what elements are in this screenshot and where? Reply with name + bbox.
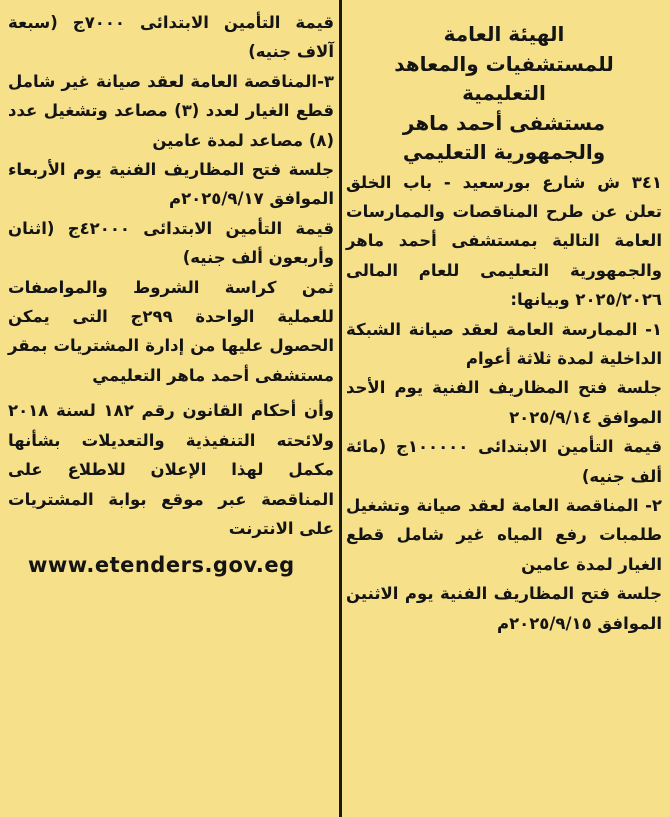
item-1-description: ١- الممارسة العامة لعقد صيانة الشبكة الداخلية لمدة ثلاثة أعوام <box>346 319 662 368</box>
item-1-session: جلسة فتح المظاريف الفنية يوم الأحد الموافق ٢٠٢٥/٩/١٤ <box>346 378 662 427</box>
title-line-4: مستشفى أحمد ماهر <box>402 110 606 135</box>
left-body <box>8 8 334 543</box>
website-link[interactable]: www.etenders.gov.eg <box>28 553 295 578</box>
item-3-insurance: قيمة التأمين الابتدائى ٤٢٠٠٠ج (اثنان وأربعون ألف جنيه) <box>8 218 335 268</box>
ad-title <box>346 20 662 168</box>
left-column <box>8 6 334 817</box>
column-divider <box>339 0 342 817</box>
item-2-description: ٢- المناقصة العامة لعقد صيانة وتشغيل طلمبات رفع المياه غير شامل قطع الغيار لمدة عامين <box>346 495 662 574</box>
intro-paragraph: ٣٤١ ش شارع بورسعيد - باب الخلق تعلن عن طرح المناقصات والممارسات العامة التالية بمستشفى أحمد ماهر والجمهورية التعليمى للعام المالى ٢٠٢٥/٢٠٢٦ وبيانها: <box>346 172 662 310</box>
item-3-session: جلسة فتح المظاريف الفنية يوم الأربعاء الموافق ٢٠٢٥/٩/١٧م <box>8 160 334 209</box>
right-column <box>346 6 662 817</box>
title-line-1: الهيئة العامة <box>443 22 565 46</box>
item-2-session: جلسة فتح المظاريف الفنية يوم الاثنين الموافق ٢٠٢٥/٩/١٥م <box>346 584 662 633</box>
title-line-3: التعليمية <box>462 81 546 105</box>
item-1-insurance: قيمة التأمين الابتدائى ١٠٠٠٠٠ج (مائة ألف جنيه) <box>346 437 662 486</box>
item-3-description: ٣-المناقصة العامة لعقد صيانة غير شامل قطع الغيار لعدد (٣) مصاعد وتشغيل عدد (٨) مصاعد لمدة عامين <box>8 71 334 150</box>
title-line-2: للمستشفيات والمعاهد <box>394 51 614 76</box>
item-2-insurance: قيمة التأمين الابتدائى ٧٠٠٠ج (سبعة آلاف جنيه) <box>8 13 334 62</box>
title-line-5: والجمهورية التعليمي <box>402 140 606 164</box>
right-body <box>346 168 662 639</box>
booklet-price: ثمن كراسة الشروط والمواصفات للعملية الواحدة ٢٩٩ج التى يمكن الحصول عليها من إدارة المشتريات بمقر مستشفى أحمد ماهر التعليمي <box>8 277 334 385</box>
legal-notice: وأن أحكام القانون رقم ١٨٢ لسنة ٢٠١٨ ولائحته التنفيذية والتعديلات بشأنها مكمل لهذا الإعلان للاطلاع على المناقصة عبر موقع بوابة المشتريات على الانترنت <box>8 401 334 538</box>
